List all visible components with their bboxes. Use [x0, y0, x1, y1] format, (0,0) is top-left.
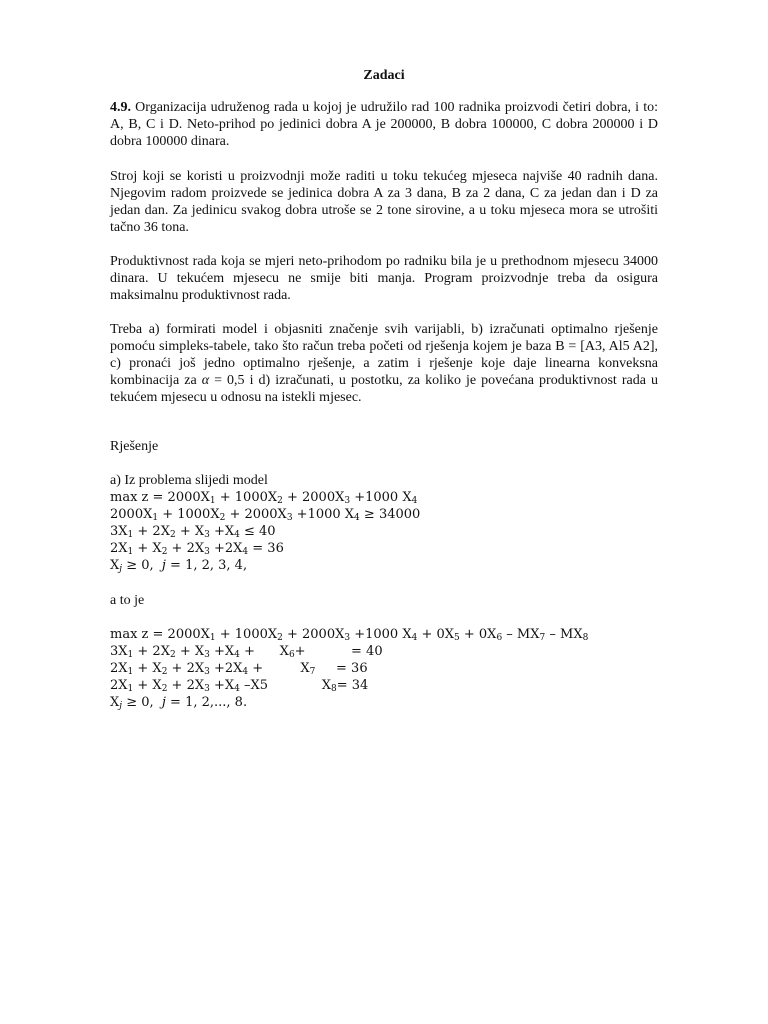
objective-function: $\max z = 2000X_1 + 1000X_2 + 2000X_3 +1000$ $X_4$ — [110, 490, 418, 506]
nonnegativity-condition-extended: $X_j \ge 0$, j = 1, 2,..., 8. — [110, 695, 248, 711]
constraint-productivity: $2000X_1 + 1000X_2 + 2000X_3 +1000$ $X_4 \ge 34000$ — [110, 507, 421, 523]
constraint-raw-material: $2X_1 + X_2 + 2X_3 +2X_4 = 36$ — [110, 541, 284, 557]
problem-paragraph-4 — [110, 321, 658, 406]
page-title: Zadaci — [363, 68, 405, 83]
equation-row-1: $3X_1 + 2X_2 + X_3 +X_4$ + $X_6+$ = 40 — [110, 644, 383, 660]
objective-function-extended: $\max z = 2000X_1 + 1000X_2 + 2000X_3 +1000$ $X_4 + 0X_5 + 0X_6 - MX_7 - MX_8$ — [110, 627, 589, 643]
equation-row-2: $2X_1 + X_2 + 2X_3 +2X_4$ + $X_7$ = 36 — [110, 661, 368, 677]
problem-paragraph-2: Stroj koji se koristi u proizvodnji može raditi u toku tekućeg mjeseca najviše 40 radnih dana. Njegovim radom proizvede se jedinica dobra A za 3 dana, B za 2 dana, C za jedan dan i D za jedan dan. Za jedinicu svakog dobra utroše se 2 tone sirovine, a u toku mjeseca mora se utrošiti tačno 36 tona. — [110, 169, 658, 235]
equation-row-3: $2X_1 + X_2 + 2X_3 +X_4$ –X5 $X_8= 34$ — [110, 678, 369, 694]
problem-text-4a: Treba a) formirati model i objasniti značenje svih varijabli, b) izračunati optimalno rješenje pomoću simpleks-tabele, tako što račun treba početi od rješenja kojem je baza B = [A3, Al5 A2], c) pronaći još jedno optimalno rješenje, a zatim i rješenje koje daje linearna konveksna kombinacija za — [110, 322, 658, 388]
alpha-symbol: α — [201, 373, 210, 388]
problem-paragraph-1 — [110, 99, 658, 150]
problem-paragraph-3: Produktivnost rada koja se mjeri neto-prihodom po radniku bila je u prethodnom mjesecu 34000 dinara. U tekućem mjesecu ne smije biti manja. Program proizvodnje treba da osigura maksimalnu produktivnost rada. — [110, 254, 658, 303]
nonnegativity-condition: $X_j \ge 0$, j = 1, 2, 3, 4, — [110, 558, 248, 574]
problem-text-1: Organizacija udruženog rada u kojoj je udružilo rad 100 radnika proizvodi četiri dobra, i to: A, B, C i D. Neto-prihod po jedinici dobra A je 200000, B dobra 100000, C dobra 200000 i D dobra 100000 dinara. — [110, 100, 658, 149]
solution-intro: a) Iz problema slijedi model — [110, 473, 268, 488]
solution-heading: Rješenje — [110, 439, 159, 454]
problem-text-4b: = 0,5 i d) izračunati, u postotku, za koliko je povećana produktivnost rada u tekućem mjesecu u odnosu na istekli mjesec. — [110, 373, 658, 405]
transition-text: a to je — [110, 593, 145, 608]
problem-number: 4.9. — [110, 100, 131, 115]
constraint-machine-days: $3X_1 + 2X_2 + X_3 +X_4 \le 40$ — [110, 524, 276, 540]
